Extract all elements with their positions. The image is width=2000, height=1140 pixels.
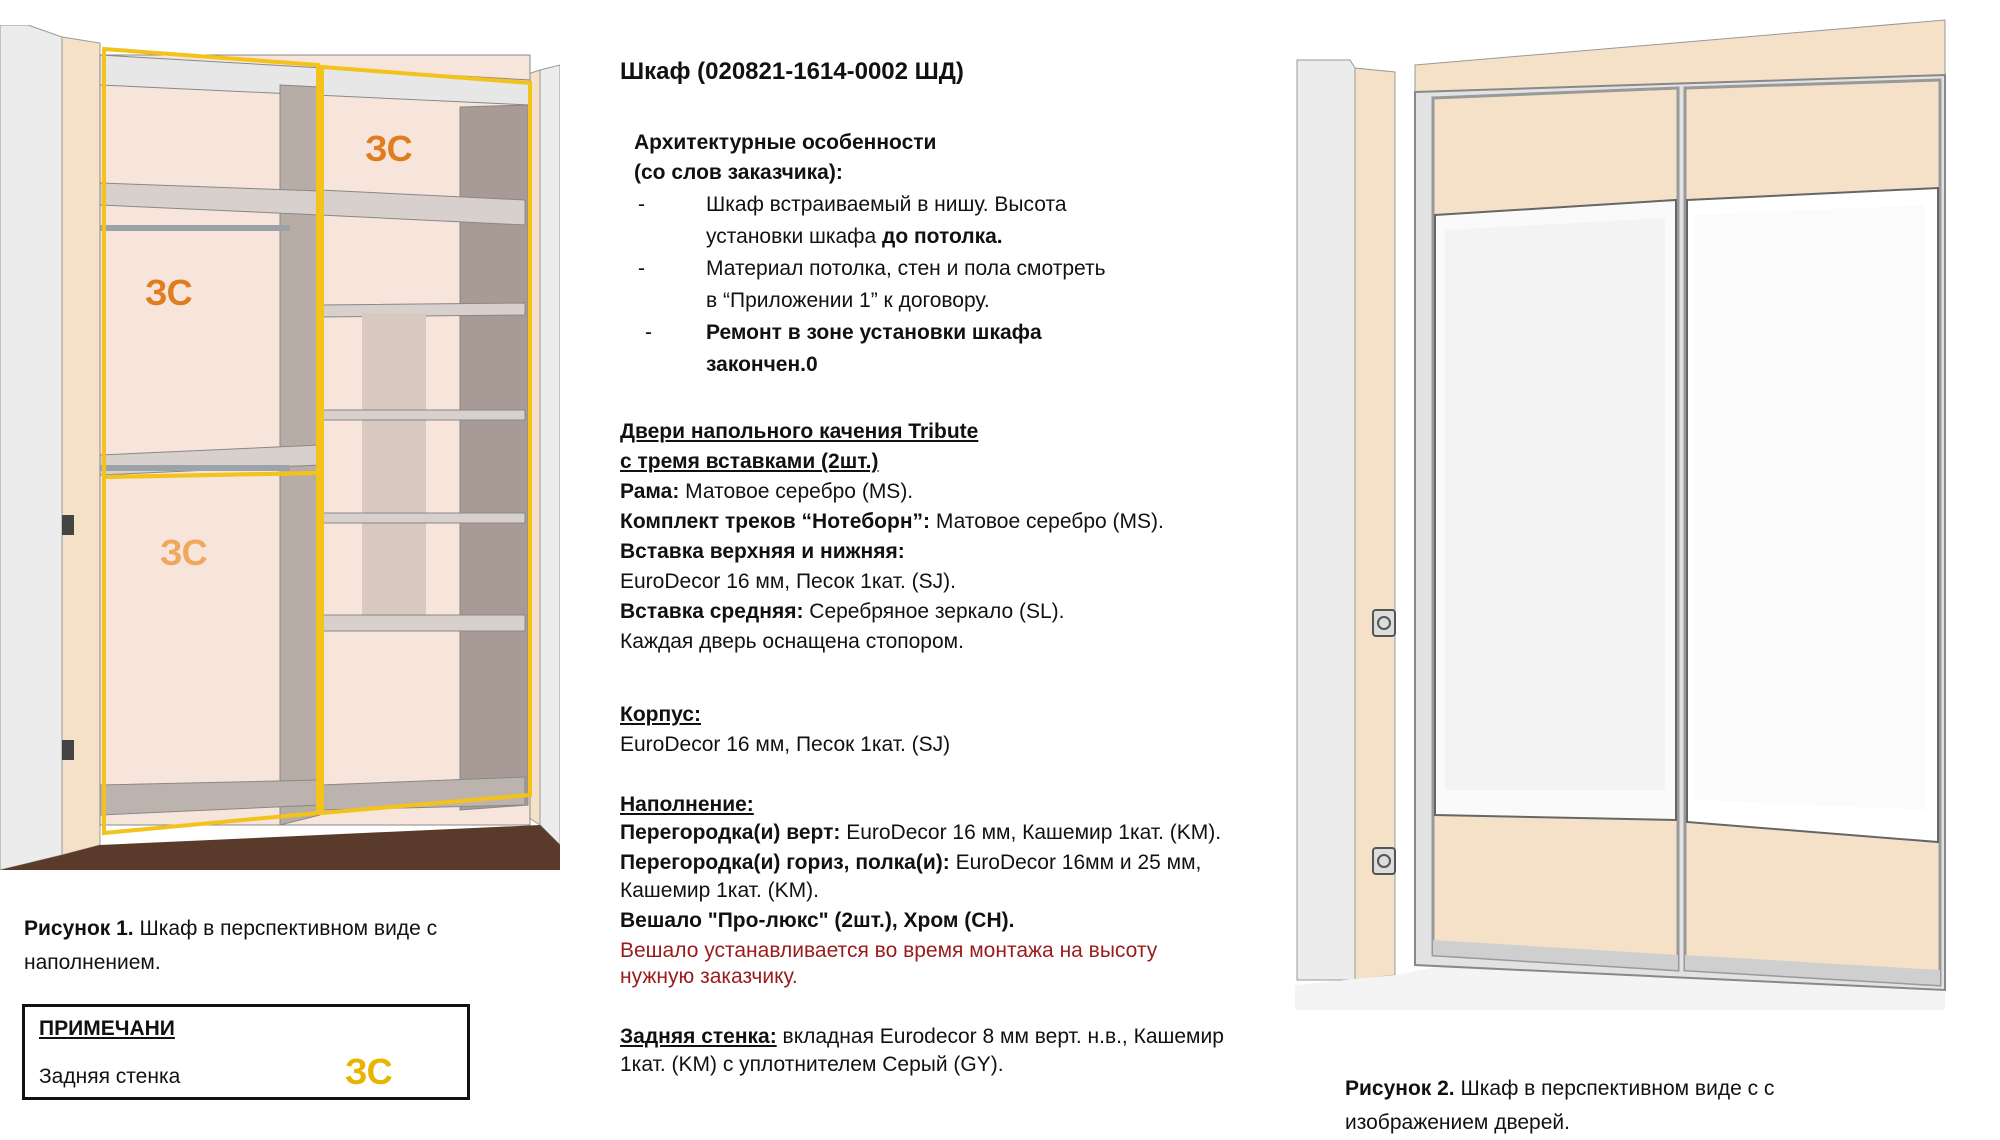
figure2-caption-label: Рисунок 2. [1345, 1077, 1455, 1100]
arch-item-3-line1: Ремонт в зоне установки шкафа [706, 321, 1042, 344]
figure2-caption [1345, 1072, 1774, 1140]
frame-line: Рама: Матовое серебро (MS). [620, 480, 914, 503]
partition-horizontal-line2: Кашемир 1кат. (KM). [620, 879, 819, 902]
spec-title: Шкаф (020821-1614-0002 ШД) [620, 58, 964, 85]
figure1-drawing [0, 25, 560, 870]
partition-vertical-line: Перегородка(и) верт: EuroDecor 16 мм, Кашемир 1кат. (KM). [620, 821, 1222, 844]
figure1-caption-text2: наполнением. [24, 951, 161, 974]
figure2-caption-text2: изображением дверей. [1345, 1111, 1570, 1134]
notes-box [22, 1004, 470, 1100]
bullet-dash: - [638, 257, 645, 280]
figure1-caption-label: Рисунок 1. [24, 917, 134, 940]
arch-item-1-line1: Шкаф встраиваемый в нишу. Высота [706, 193, 1067, 216]
zone-label-left-lower: ЗС [160, 532, 208, 573]
zone-label-top-right: ЗС [365, 128, 413, 169]
doors-heading-2: с тремя вставками (2шт.) [620, 450, 879, 473]
insert-mid-line: Вставка средняя: Серебряное зеркало (SL). [620, 600, 1065, 623]
hanger-note-2: нужную заказчику. [620, 965, 798, 988]
notes-item-label: Задняя стенка [39, 1065, 181, 1088]
hanger-note-1: Вешало устанавливается во время монтажа на высоту [620, 939, 1158, 962]
notes-title: ПРИМЕЧАНИ [39, 1017, 175, 1040]
tracks-line: Комплект треков “Нотеборн”: Матовое серебро (MS). [620, 510, 1164, 533]
arch-heading-1: Архитектурные особенности [634, 131, 937, 154]
back-wall-line2: 1кат. (KM) с уплотнителем Серый (GY). [620, 1053, 1004, 1076]
notes-item-code: ЗС [345, 1051, 393, 1092]
figure1-caption [24, 912, 437, 980]
insert-tb-label: Вставка верхняя и нижняя: [620, 540, 905, 563]
arch-item-1-line2: установки шкафа до потолка. [706, 225, 1003, 248]
bullet-dash: - [638, 193, 645, 216]
back-wall-line: Задняя стенка: вкладная Eurodecor 8 мм верт. н.в., Кашемир [620, 1025, 1224, 1048]
arch-item-2-line2: в “Приложении 1” к договору. [706, 289, 990, 312]
figure2-caption-text: Шкаф в перспективном виде с с [1454, 1077, 1775, 1100]
partition-horizontal-line: Перегородка(и) гориз, полка(и): EuroDecor 16мм и 25 мм, [620, 851, 1202, 874]
figure1-caption-text: Шкаф в перспективном виде с [133, 917, 438, 940]
body-value: EuroDecor 16 мм, Песок 1кат. (SJ) [620, 733, 951, 756]
arch-item-3-line2: закончен.0 [706, 353, 818, 376]
stopper-line: Каждая дверь оснащена стопором. [620, 630, 964, 653]
figure2-drawing [1295, 10, 1955, 1010]
arch-item-2-line1: Материал потолка, стен и пола смотреть [706, 257, 1106, 280]
fill-heading: Наполнение: [620, 793, 754, 816]
hanger-line: Вешало "Про-люкс" (2шт.), Хром (CH). [620, 909, 1015, 932]
body-heading: Корпус: [620, 703, 701, 726]
doors-heading-1: Двери напольного качения Tribute [620, 420, 979, 443]
insert-tb-value: EuroDecor 16 мм, Песок 1кат. (SJ). [620, 570, 956, 593]
bullet-dash: - [645, 321, 652, 344]
arch-heading-2: (со слов заказчика): [634, 161, 843, 184]
zone-label-left-upper: ЗС [145, 272, 193, 313]
